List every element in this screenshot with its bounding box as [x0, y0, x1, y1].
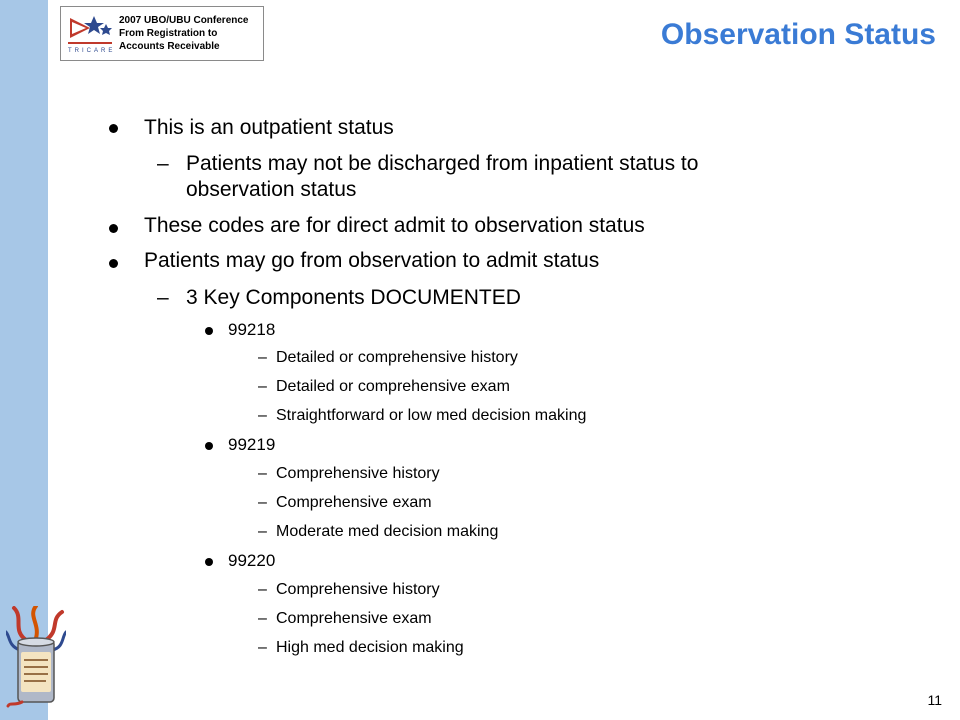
slide-title: Observation Status: [660, 18, 936, 51]
code-99219-item: Moderate med decision making: [276, 523, 499, 540]
dash-marker: –: [258, 378, 267, 395]
code-99219: 99219: [228, 435, 276, 454]
code-99218: 99218: [228, 320, 276, 339]
logo-caption: [119, 14, 265, 53]
bullet-outpatient: This is an outpatient status: [144, 116, 394, 139]
can-of-worms-illustration-icon: [6, 606, 66, 710]
bullet-dot: [109, 259, 118, 268]
code-99218-item: Straightforward or low med decision making: [276, 407, 587, 424]
sub-bullet-key-components: 3 Key Components DOCUMENTED: [186, 286, 521, 309]
bullet-admit-status: Patients may go from observation to admit status: [144, 249, 600, 272]
code-99218-item: Detailed or comprehensive history: [276, 349, 518, 366]
dash-marker: –: [258, 581, 267, 598]
code-99219-item: Comprehensive history: [276, 465, 440, 482]
dash-marker: –: [157, 152, 169, 175]
sub-bullet-discharge-cont: observation status: [186, 178, 357, 201]
dash-marker: –: [258, 523, 267, 540]
code-99220: 99220: [228, 551, 276, 570]
logo-line-2: From Registration to: [119, 28, 218, 39]
dash-marker: –: [258, 494, 267, 511]
logo-line-3: Accounts Receivable: [119, 41, 220, 52]
dash-marker: –: [258, 639, 267, 656]
conference-logo: [60, 6, 264, 61]
dash-marker: –: [258, 349, 267, 366]
code-99219-item: Comprehensive exam: [276, 494, 432, 511]
bullet-dot: [109, 124, 118, 133]
tricare-logo-icon: [64, 12, 116, 56]
svg-text:TRICARE: TRICARE: [68, 48, 116, 54]
logo-line-1: 2007 UBO/UBU Conference: [119, 15, 249, 26]
sub-bullet-discharge: Patients may not be discharged from inpatient status to: [186, 152, 699, 175]
page-number: 11: [927, 692, 942, 708]
code-99218-item: Detailed or comprehensive exam: [276, 378, 510, 395]
dash-marker: –: [258, 465, 267, 482]
dash-marker: –: [157, 286, 169, 309]
bullet-dot: [205, 442, 213, 450]
code-99220-item: Comprehensive history: [276, 581, 440, 598]
dash-marker: –: [258, 407, 267, 424]
bullet-dot: [109, 224, 118, 233]
dash-marker: –: [258, 610, 267, 627]
bullet-dot: [205, 558, 213, 566]
bullet-dot: [205, 327, 213, 335]
code-99220-item: High med decision making: [276, 639, 464, 656]
code-99220-item: Comprehensive exam: [276, 610, 432, 627]
bullet-direct-admit: These codes are for direct admit to observation status: [144, 214, 645, 237]
